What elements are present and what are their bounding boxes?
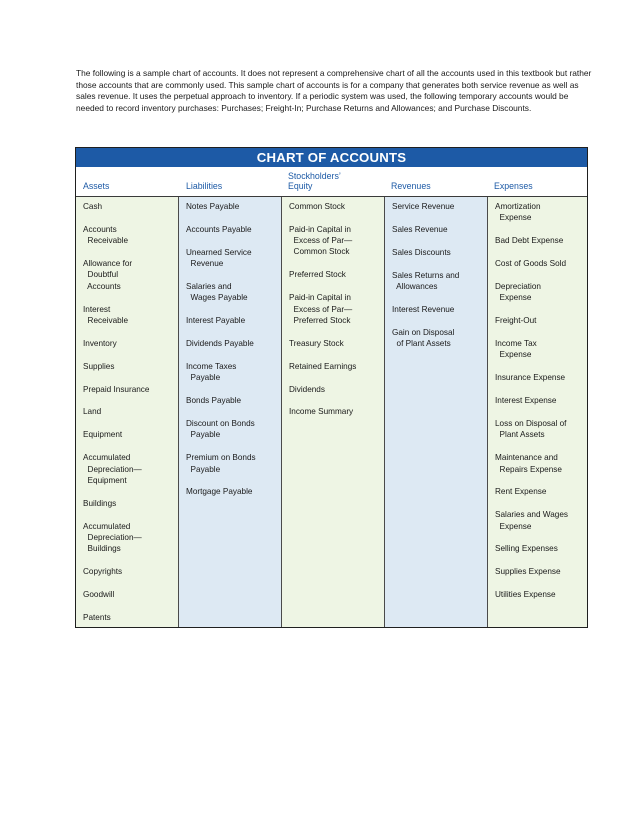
account-item: Income Taxes Payable: [186, 361, 237, 383]
account-item: Accumulated Depreciation— Buildings: [83, 521, 142, 554]
column-liabilities: [179, 197, 282, 627]
column-bodies: [76, 197, 587, 627]
column-headings: [76, 167, 587, 197]
revenues-list: [392, 201, 481, 349]
heading-revenues: Revenues: [391, 181, 431, 192]
account-item: Prepaid Insurance: [83, 384, 150, 394]
account-item: Accounts Receivable: [83, 224, 129, 246]
account-item: Sales Returns and Allowances: [392, 270, 460, 291]
account-item: Bonds Payable: [186, 396, 242, 406]
account-item: Interest Revenue: [392, 304, 455, 314]
account-item: Copyrights: [83, 567, 123, 577]
account-item: Salaries and Wages Payable: [186, 281, 248, 303]
chart-title: CHART OF ACCOUNTS: [76, 148, 587, 167]
account-item: Maintenance and Repairs Expense: [495, 453, 562, 474]
account-item: Accounts Payable: [186, 224, 252, 234]
account-item: Rent Expense: [495, 487, 547, 497]
account-item: Interest Receivable: [83, 304, 129, 325]
account-item: Goodwill: [83, 589, 115, 599]
heading-assets: Assets: [83, 181, 110, 192]
account-item: Dividends Payable: [186, 339, 254, 349]
column-assets: [76, 197, 179, 627]
account-item: Sales Discounts: [392, 247, 451, 257]
account-item: Interest Expense: [495, 396, 557, 406]
account-item: Notes Payable: [186, 202, 240, 211]
account-item: Interest Payable: [186, 316, 246, 326]
column-stockholders-equity: [282, 197, 385, 627]
account-item: Cash: [83, 202, 103, 211]
intro-paragraph: The following is a sample chart of accounts. It does not represent a comprehensive chart of all the accounts used in this textbook but rather those accounts that are commonly used. This sample chart of accounts is for a company that generates both service revenue as well as sales revenue. It uses the perpetual approach to inventory. If a periodic system was used, the following temporary accounts would be needed to record inventory purchases: Purchases; Freight-In; Purchase Returns and Allowances; and Purchase Discounts.: [76, 68, 592, 113]
account-item: Supplies Expense: [495, 567, 561, 577]
account-item: Sales Revenue: [392, 224, 448, 234]
account-item: Treasury Stock: [289, 338, 344, 348]
account-item: Supplies: [83, 361, 115, 371]
account-item: Inventory: [83, 338, 117, 348]
account-item: Mortgage Payable: [186, 487, 253, 497]
assets-list: [83, 201, 172, 623]
account-item: Discount on Bonds Payable: [186, 419, 255, 440]
account-item: Amortization Expense: [495, 202, 541, 223]
stockholders-equity-list: [289, 201, 378, 418]
account-item: Income Tax Expense: [495, 339, 537, 360]
account-item: Bad Debt Expense: [495, 236, 564, 246]
account-item: Loss on Disposal of Plant Assets: [495, 419, 567, 440]
account-item: Paid-in Capital in Excess of Par— Common Stock: [289, 224, 353, 257]
account-item: Gain on Disposal of Plant Assets: [392, 327, 455, 349]
liabilities-list: [186, 201, 275, 498]
account-item: Utilities Expense: [495, 590, 556, 600]
account-item: Buildings: [83, 498, 117, 508]
account-item: Preferred Stock: [289, 270, 346, 280]
account-item: Patents: [83, 612, 111, 622]
heading-expenses: Expenses: [494, 181, 533, 192]
heading-liabilities: Liabilities: [186, 181, 223, 192]
account-item: Dividends: [289, 384, 325, 394]
account-item: Salaries and Wages Expense: [495, 510, 568, 531]
account-item: Allowance for Doubtful Accounts: [83, 259, 133, 291]
chart-of-accounts-table: [75, 147, 588, 628]
account-item: Insurance Expense: [495, 373, 566, 383]
account-item: Freight-Out: [495, 316, 537, 326]
account-item: Retained Earnings: [289, 361, 357, 371]
account-item: Premium on Bonds Payable: [186, 453, 256, 474]
heading-stockholders-equity: Stockholders’ Equity: [288, 170, 341, 192]
column-expenses: [488, 197, 587, 627]
account-item: Selling Expenses: [495, 544, 558, 554]
account-item: Cost of Goods Sold: [495, 259, 566, 269]
column-revenues: [385, 197, 488, 627]
account-item: Paid-in Capital in Excess of Par— Preferred Stock: [289, 293, 353, 325]
expenses-list: [495, 201, 581, 601]
account-item: Land: [83, 407, 102, 417]
account-item: Unearned Service Revenue: [186, 247, 252, 269]
account-item: Common Stock: [289, 202, 345, 211]
account-item: Accumulated Depreciation— Equipment: [83, 453, 142, 485]
account-item: Income Summary: [289, 407, 354, 417]
account-item: Service Revenue: [392, 202, 455, 211]
account-item: Depreciation Expense: [495, 281, 541, 303]
account-item: Equipment: [83, 430, 123, 440]
